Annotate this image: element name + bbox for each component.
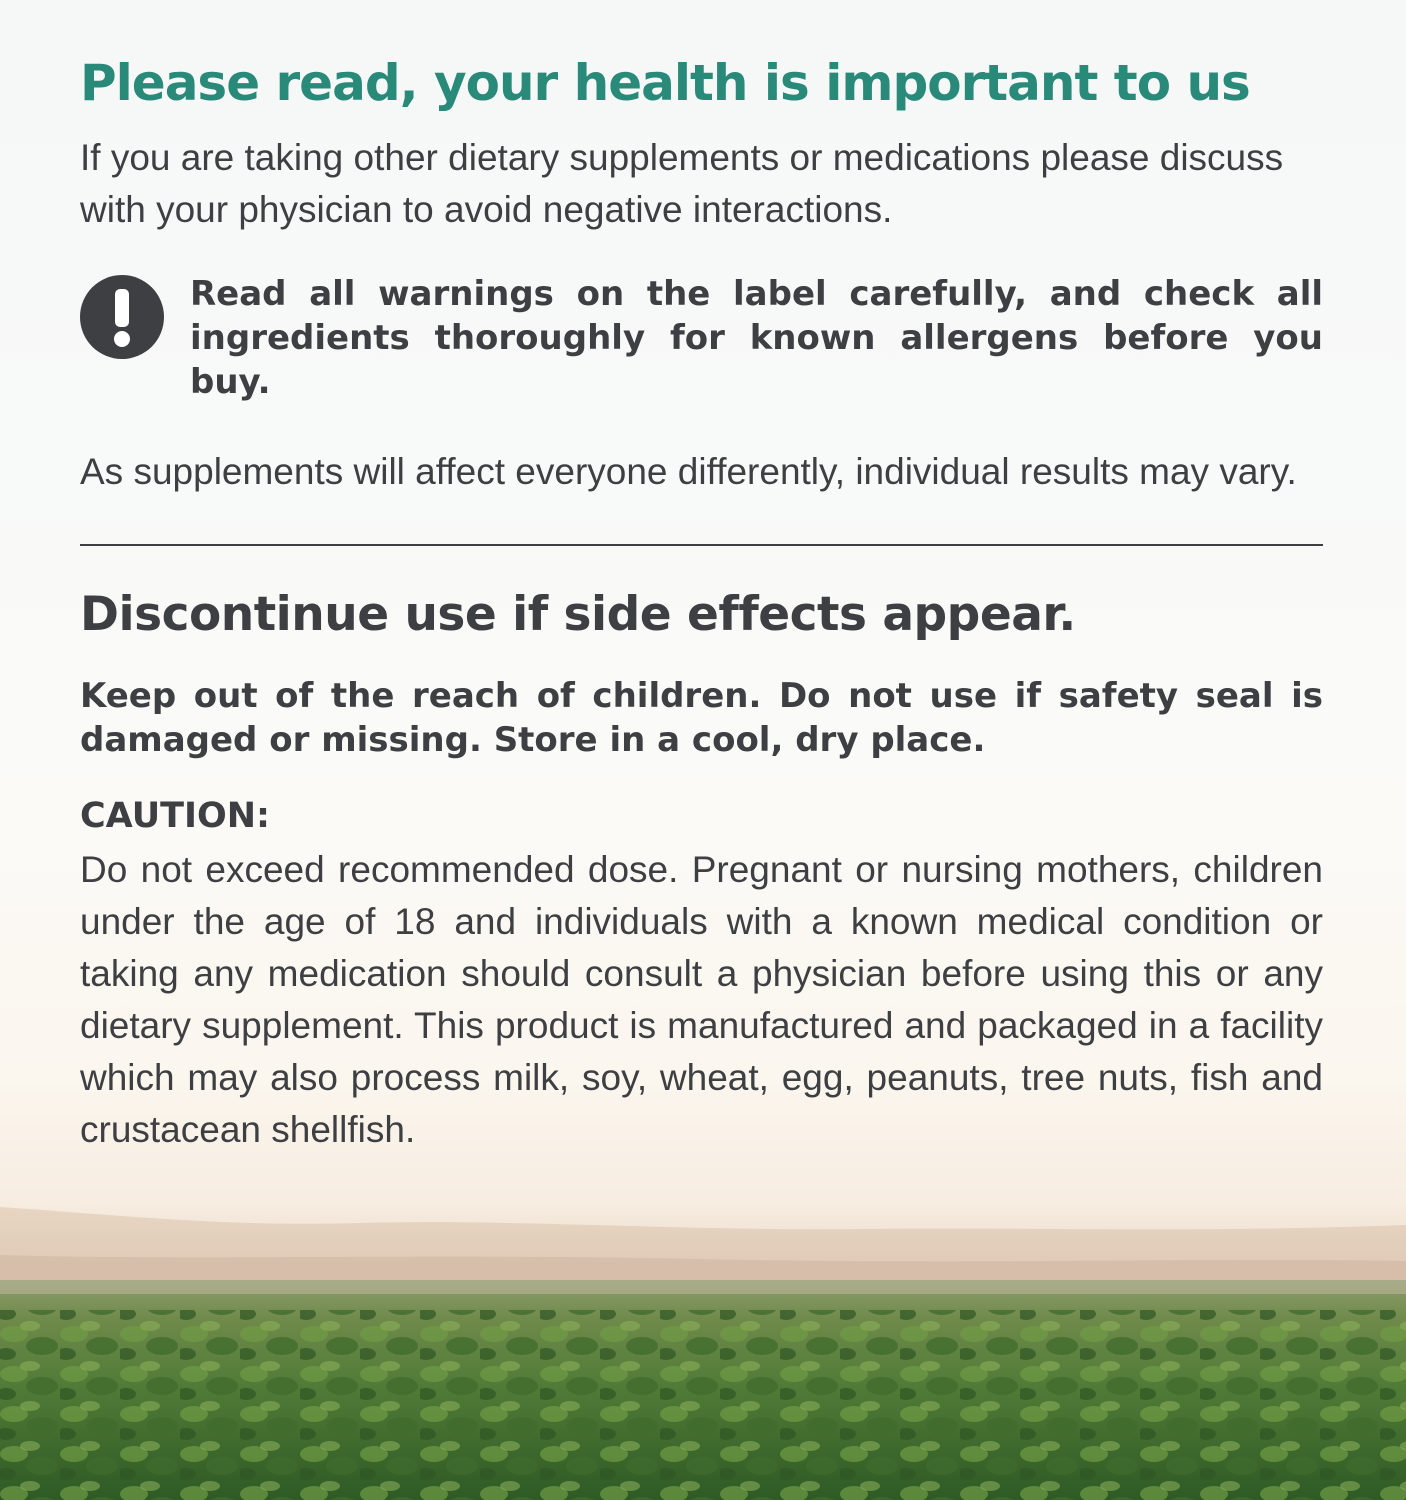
spinach-field (0, 1280, 1406, 1500)
caution-label: CAUTION: (80, 796, 271, 836)
main-content (80, 52, 1323, 1156)
exclamation-icon (80, 275, 164, 359)
warning-callout (80, 272, 1323, 404)
results-disclaimer: As supplements will affect everyone differently, individual results may vary. (80, 451, 1297, 492)
page-title: Please read, your health is important to us (80, 54, 1250, 112)
section-divider (80, 544, 1323, 546)
intro-text: If you are taking other dietary supplements or medications please discuss with your physician to avoid negative interactions. (80, 137, 1284, 230)
caution-text: Do not exceed recommended dose. Pregnant or nursing mothers, children under the age of 18 and individuals with a known medical condition or taking any medication should consult a physician before using this or any dietary supplement. This product is manufactured and packaged in a facility which may also process milk, soy, wheat, egg, peanuts, tree nuts, fish and crustacean shellfish. (80, 849, 1323, 1150)
storage-warning: Keep out of the reach of children. Do not use if safety seal is damaged or missing. Store in a cool, dry place. (80, 676, 1323, 760)
discontinue-heading: Discontinue use if side effects appear. (80, 587, 1076, 642)
warning-text: Read all warnings on the label carefully, and check all ingredients thoroughly for known allergens before you buy. (190, 274, 1323, 402)
